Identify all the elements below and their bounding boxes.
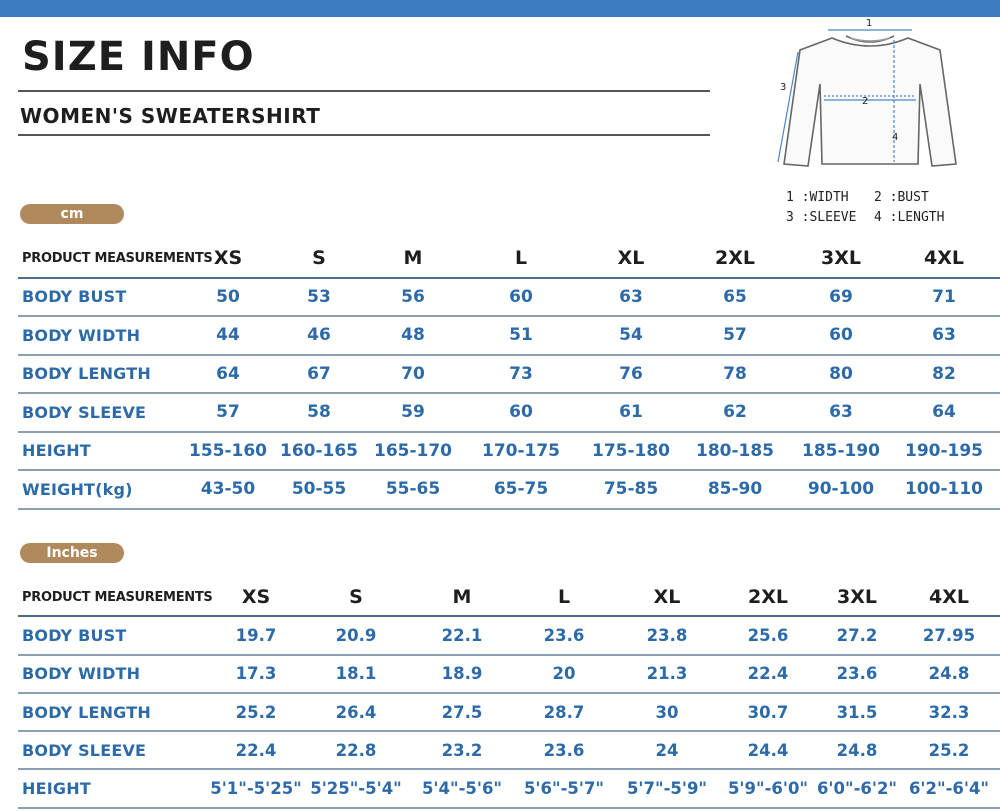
- marker-2: 2: [862, 96, 869, 107]
- size-s: S: [349, 586, 363, 609]
- table-cell: 24.8: [928, 664, 970, 684]
- table-cell: 5'6"-5'7": [523, 779, 605, 799]
- size-m: M: [452, 586, 472, 609]
- table-cell: 23.6: [543, 625, 585, 645]
- size-s: S: [312, 247, 326, 270]
- table-cell: 22.4: [747, 664, 789, 684]
- table-cell: 5'7"-5'9": [626, 779, 708, 799]
- size-m: M: [403, 247, 423, 270]
- unit-badge-inches: Inches: [20, 543, 124, 563]
- header-label: PRODUCT MEASUREMENTS: [22, 250, 213, 266]
- marker-3: 3: [780, 82, 787, 93]
- table-row: [18, 656, 1000, 694]
- size-l: L: [557, 586, 571, 609]
- table-cell: 27.95: [922, 625, 976, 645]
- table-cell: 43-50: [200, 479, 256, 500]
- table-cell: 73: [509, 363, 533, 384]
- table-cell: 25.6: [747, 625, 789, 645]
- table-row: [18, 732, 1000, 770]
- table-cell: 32.3: [928, 702, 970, 722]
- table-row: [18, 471, 1000, 510]
- sweatshirt-measurement-diagram: [770, 14, 970, 184]
- legend-row: [786, 208, 962, 228]
- table-cell: 50: [216, 286, 240, 307]
- table-row: [18, 617, 1000, 655]
- table-cell: 46: [307, 325, 331, 346]
- table-row: [18, 356, 1000, 395]
- table-cell: 67: [307, 363, 331, 384]
- subtitle-divider: [18, 134, 710, 136]
- table-cell: 24.4: [747, 740, 789, 760]
- row-label: BODY LENGTH: [22, 702, 151, 722]
- table-cell: 76: [619, 363, 643, 384]
- page-title: SIZE INFO: [22, 34, 255, 80]
- table-cell: 100-110: [904, 479, 984, 500]
- table-cell: 71: [932, 286, 956, 307]
- row-label: BODY LENGTH: [22, 364, 151, 384]
- title-divider: [18, 90, 710, 92]
- legend-length: 4 :LENGTH: [874, 210, 945, 225]
- table-cell: 85-90: [707, 479, 763, 500]
- table-cell: 58: [307, 402, 331, 423]
- table-cell: 80: [829, 363, 853, 384]
- table-cell: 17.3: [235, 664, 277, 684]
- unit-badge-cm: cm: [20, 204, 124, 224]
- legend-width: 1 :WIDTH: [786, 190, 849, 205]
- size-xs: XS: [241, 586, 271, 609]
- table-cell: 63: [829, 402, 853, 423]
- table-cell: 60: [829, 325, 853, 346]
- table-cell: 51: [509, 325, 533, 346]
- table-cell: 63: [619, 286, 643, 307]
- table-row: [18, 770, 1000, 808]
- row-label: BODY SLEEVE: [22, 402, 147, 422]
- marker-1: 1: [866, 18, 873, 29]
- table-cell: 31.5: [836, 702, 878, 722]
- table-cell: 57: [723, 325, 747, 346]
- table-cell: 30.7: [747, 702, 789, 722]
- table-cell: 175-180: [591, 440, 671, 461]
- table-cell: 6'0"-6'2": [816, 779, 898, 799]
- table-cell: 60: [509, 286, 533, 307]
- table-cell: 28.7: [543, 702, 585, 722]
- size-2xl: 2XL: [715, 247, 755, 270]
- table-cell: 78: [723, 363, 747, 384]
- table-cell: 25.2: [235, 702, 277, 722]
- table-cell: 5'1"-5'25": [210, 779, 302, 799]
- size-xl: XL: [617, 247, 645, 270]
- table-cell: 90-100: [807, 479, 875, 500]
- table-cell: 50-55: [291, 479, 347, 500]
- size-table-inches: [18, 579, 1000, 809]
- table-cell: 65: [723, 286, 747, 307]
- table-header-row: [18, 579, 1000, 617]
- table-cell: 23.2: [441, 740, 483, 760]
- table-cell: 20: [552, 664, 576, 684]
- table-cell: 75-85: [603, 479, 659, 500]
- table-cell: 55-65: [385, 479, 441, 500]
- table-cell: 160-165: [279, 440, 359, 461]
- marker-4: 4: [892, 132, 899, 143]
- table-cell: 5'25"-5'4": [310, 779, 402, 799]
- table-cell: 64: [932, 402, 956, 423]
- table-cell: 54: [619, 325, 643, 346]
- table-cell: 26.4: [335, 702, 377, 722]
- row-label: BODY SLEEVE: [22, 740, 147, 760]
- table-cell: 23.6: [543, 740, 585, 760]
- table-cell: 27.5: [441, 702, 483, 722]
- table-cell: 82: [932, 363, 956, 384]
- legend-sleeve: 3 :SLEEVE: [786, 210, 857, 225]
- table-cell: 18.9: [441, 664, 483, 684]
- table-cell: 23.6: [836, 664, 878, 684]
- size-l: L: [514, 247, 528, 270]
- table-cell: 44: [216, 325, 240, 346]
- table-cell: 65-75: [493, 479, 549, 500]
- table-cell: 24.8: [836, 740, 878, 760]
- table-cell: 69: [829, 286, 853, 307]
- table-cell: 21.3: [646, 664, 688, 684]
- table-row: [18, 433, 1000, 472]
- table-cell: 23.8: [646, 625, 688, 645]
- table-cell: 24: [655, 740, 679, 760]
- row-label: BODY WIDTH: [22, 325, 141, 345]
- table-cell: 70: [401, 363, 425, 384]
- table-cell: 63: [932, 325, 956, 346]
- table-cell: 22.1: [441, 625, 483, 645]
- table-cell: 60: [509, 402, 533, 423]
- table-row: [18, 394, 1000, 433]
- table-header-row: [18, 240, 1000, 279]
- table-cell: 18.1: [335, 664, 377, 684]
- header-label: PRODUCT MEASUREMENTS: [22, 589, 213, 605]
- table-cell: 61: [619, 402, 643, 423]
- table-cell: 48: [401, 325, 425, 346]
- table-cell: 155-160: [188, 440, 268, 461]
- table-cell: 56: [401, 286, 425, 307]
- row-label: HEIGHT: [22, 441, 91, 461]
- size-3xl: 3XL: [821, 247, 861, 270]
- table-cell: 57: [216, 402, 240, 423]
- size-4xl: 4XL: [924, 247, 964, 270]
- size-table-cm: [18, 240, 1000, 510]
- table-cell: 27.2: [836, 625, 878, 645]
- table-cell: 20.9: [335, 625, 377, 645]
- table-cell: 59: [401, 402, 425, 423]
- table-cell: 62: [723, 402, 747, 423]
- row-label: BODY WIDTH: [22, 664, 141, 684]
- table-cell: 5'9"-6'0": [727, 779, 809, 799]
- table-cell: 5'4"-5'6": [421, 779, 503, 799]
- page-subtitle: WOMEN'S SWEATERSHIRT: [20, 104, 321, 128]
- legend-row: [786, 188, 962, 208]
- size-4xl: 4XL: [929, 586, 969, 609]
- legend-bust: 2 :BUST: [874, 190, 929, 205]
- table-cell: 6'2"-6'4": [908, 779, 990, 799]
- diagram-legend: [786, 188, 962, 228]
- row-label: WEIGHT(kg): [22, 479, 133, 499]
- row-label: BODY BUST: [22, 625, 127, 645]
- size-3xl: 3XL: [837, 586, 877, 609]
- table-cell: 165-170: [373, 440, 453, 461]
- row-label: BODY BUST: [22, 287, 127, 307]
- table-cell: 170-175: [481, 440, 561, 461]
- table-cell: 64: [216, 363, 240, 384]
- table-cell: 22.8: [335, 740, 377, 760]
- size-2xl: 2XL: [748, 586, 788, 609]
- table-cell: 190-195: [904, 440, 984, 461]
- row-label: HEIGHT: [22, 779, 91, 799]
- table-cell: 25.2: [928, 740, 970, 760]
- size-xs: XS: [213, 247, 243, 270]
- size-xl: XL: [653, 586, 681, 609]
- table-cell: 180-185: [695, 440, 775, 461]
- table-cell: 22.4: [235, 740, 277, 760]
- table-cell: 19.7: [235, 625, 277, 645]
- table-cell: 53: [307, 286, 331, 307]
- table-cell: 185-190: [801, 440, 881, 461]
- table-cell: 30: [655, 702, 679, 722]
- table-row: [18, 694, 1000, 732]
- table-row: [18, 279, 1000, 318]
- table-row: [18, 317, 1000, 356]
